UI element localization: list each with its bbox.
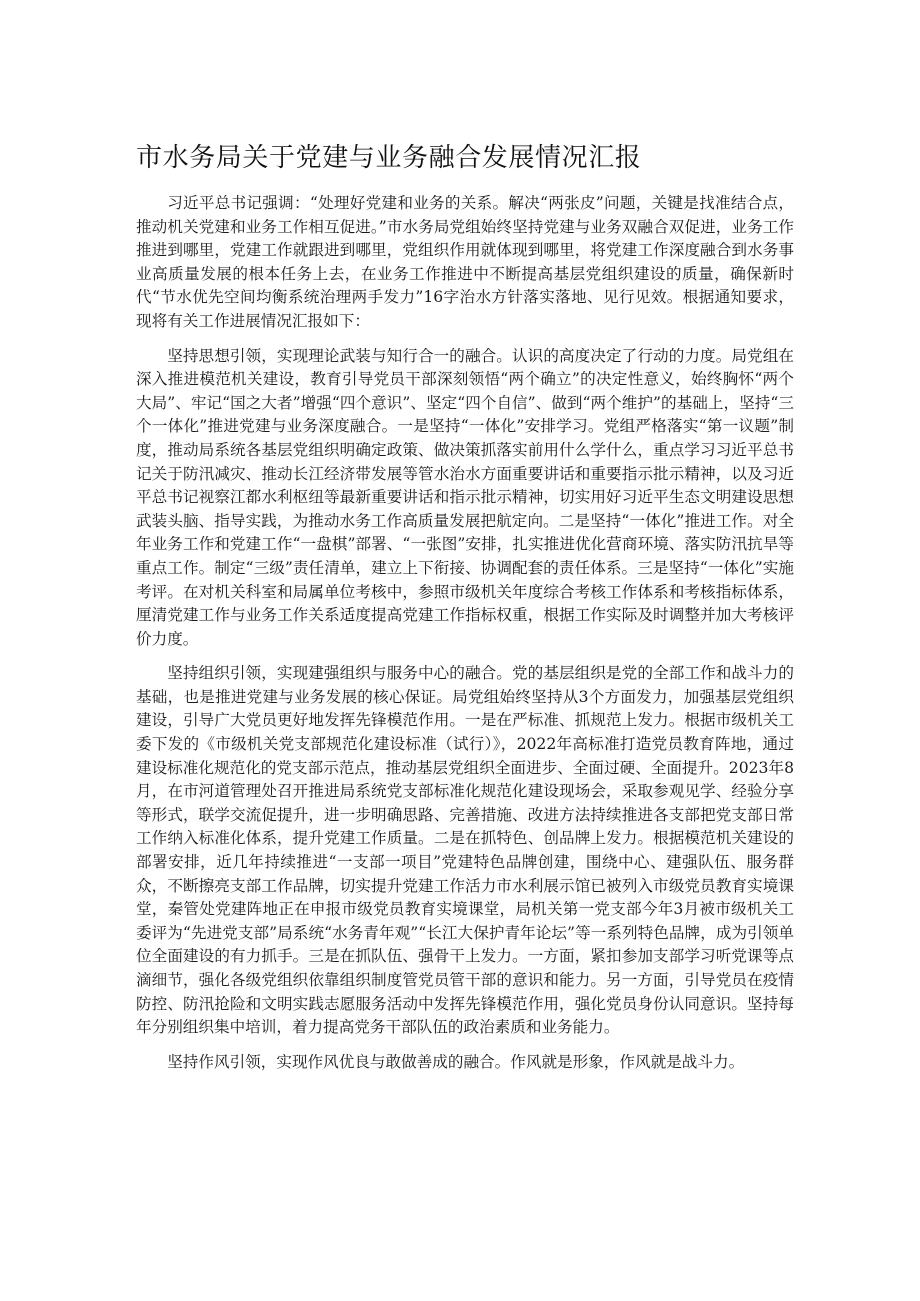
intro-paragraph: 习近平总书记强调：“处理好党建和业务的关系。解决“两张皮”问题，关键是找准结合点，推动机关党建和业务工作相互促进。”市水务局党组始终坚持党建与业务双融合双促进，业务工作推进到哪里，党建工作就跟进到哪里，党组织作用就体现到哪里，将党建工作深度融合到水务事业高质量发展的根本任务上去，在业务工作推进中不断提高基层党组织建设的质量，确保新时代“节水优先空间均衡系统治理两手发力”16字治水方针落实落地、见行见效。根据通知要求，现将有关工作进展情况汇报如下： [136,194,794,330]
work-style-guidance-paragraph: 坚持作风引领，实现作风优良与敢做善成的融合。作风就是形象，作风就是战斗力。 [167,1052,745,1071]
document-body [136,138,794,1085]
ideological-guidance-paragraph: 坚持思想引领，实现理论武装与知行合一的融合。认识的高度决定了行动的力度。局党组在深入推进模范机关建设，教育引导党员干部深刻领悟“两个确立”的决定性意义，始终胸怀“两个大局”、牢记“国之大者”增强“四个意识”、坚定“四个自信”、做到“两个维护”的基础上，坚持“三个一体化”推进党建与业务深度融合。一是坚持“一体化”安排学习。党组严格落实“第一议题”制度，推动局系统各基层党组织明确定政策、做决策抓落实前用什么学什么，重点学习习近平总书记关于防汛减灾、推动长江经济带发展等管水治水方面重要讲话和重要指示批示精神，以及习近平总书记视察江都水利枢纽等最新重要讲话和指示批示精神，切实用好习近平生态文明建设思想武装头脑、指导实践，为推动水务工作高质量发展把航定向。二是坚持“一体化”推进工作。对全年业务工作和党建工作“一盘棋”部署、“一张图”安排，扎实推进优化营商环境、落实防汛抗旱等重点工作。制定“三级”责任清单，建立上下衔接、协调配套的责任体系。三是坚持“一体化”实施考评。在对机关科室和局属单位考核中，参照市级机关年度综合考核工作体系和考核指标体系，厘清党建工作与业务工作关系适度提高党建工作指标权重，根据工作实际及时调整并加大考核评价力度。 [136,346,794,648]
document-title: 市水务局关于党建与业务融合发展情况汇报 [136,143,642,173]
organizational-guidance-paragraph: 坚持组织引领，实现建强组织与服务中心的融合。党的基层组织是党的全部工作和战斗力的基础，也是推进党建与业务发展的核心保证。局党组始终坚持从3个方面发力，加强基层党组织建设，引导广大党员更好地发挥先锋模范作用。一是在严标准、抓规范上发力。根据市级机关工委下发的《市级机关党支部规范化建设标准（试行）》，2022年高标准打造党员教育阵地，通过建设标准化规范化的党支部示范点，推动基层党组织全面进步、全面过硬、全面提升。2023年8月，在市河道管理处召开推进局系统党支部标准化规范化建设现场会，采取参观见学、经验分享等形式，联学交流促提升，进一步明确思路、完善措施、改进方法持续推进各支部把党支部日常工作纳入标准化体系，提升党建工作质量。二是在抓特色、创品牌上发力。根据模范机关建设的部署安排，近几年持续推进“一支部一项目”党建特色品牌创建，围绕中心、建强队伍、服务群众，不断擦亮支部工作品牌，切实提升党建工作活力市水利展示馆已被列入市级党员教育实境课堂，秦管处党建阵地正在申报市级党员教育实境课堂，局机关第一党支部今年3月被市级机关工委评为“先进党支部”局系统“水务青年观”“长江大保护青年论坛”等一系列特色品牌，成为引领单位全面建设的有力抓手。三是在抓队伍、强骨干上发力。一方面，紧扣参加支部学习听党课等点滴细节，强化各级党组织依靠组织制度管党员管干部的意识和能力。另一方面，引导党员在疫情防控、防汛抢险和文明实践志愿服务活动中发挥先锋模范作用，强化党员身份认同意识。坚持每年分别组织集中培训，着力提高党务干部队伍的政治素质和业务能力。 [136,664,794,1037]
